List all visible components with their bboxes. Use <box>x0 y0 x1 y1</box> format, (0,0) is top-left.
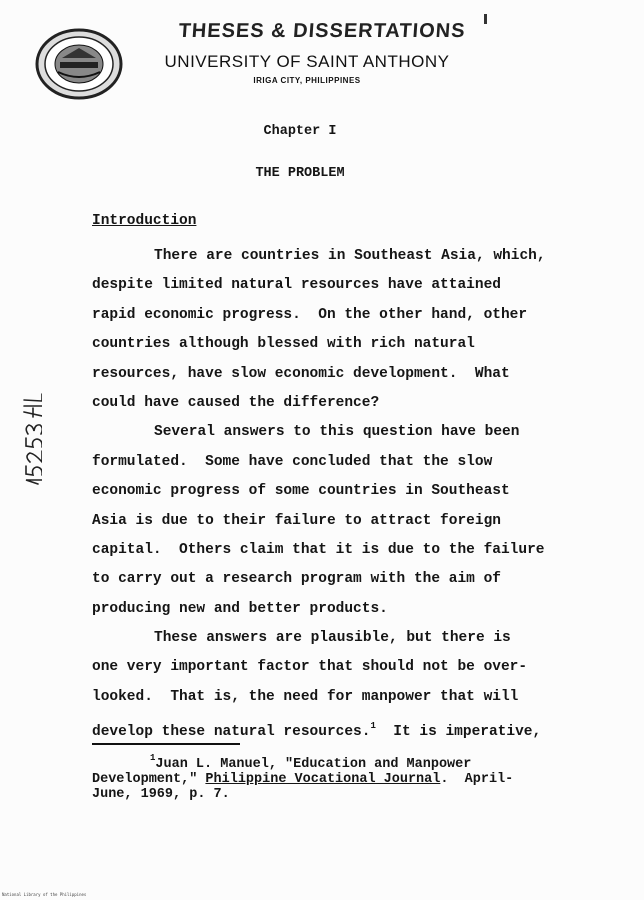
footnote-divider <box>92 743 240 745</box>
body-line: to carry out a research program with the aim of <box>92 571 501 588</box>
university-location: IRIGA CITY, PHILIPPINES <box>253 76 361 85</box>
body-line: countries although blessed with rich natural <box>92 336 475 353</box>
chapter-title: THE PROBLEM <box>255 166 345 181</box>
footnote-reference[interactable]: 1 <box>370 721 376 732</box>
body-line: economic progress of some countries in Southeast <box>92 483 510 500</box>
body-line: despite limited natural resources have attained <box>92 277 501 294</box>
footnote-line <box>92 772 612 787</box>
body-line: These answers are plausible, but there is <box>154 630 511 647</box>
section-heading: Introduction <box>92 213 197 229</box>
journal-title: Philippine Vocational Journal <box>205 772 441 787</box>
body-line-last <box>92 712 572 741</box>
chapter-number: Chapter I <box>263 124 337 139</box>
body-line: producing new and better products. <box>92 600 388 617</box>
body-line: There are countries in Southeast Asia, which, <box>154 248 546 264</box>
body-line: resources, have slow economic development. What <box>92 365 510 382</box>
university-name: UNIVERSITY OF SAINT ANTHONY <box>164 52 450 71</box>
library-footer: National Library of the Philippines <box>2 892 87 897</box>
body-line: Asia is due to their failure to attract foreign <box>92 512 501 529</box>
university-seal-icon <box>34 28 124 100</box>
body-text <box>92 242 572 742</box>
footnote-line <box>92 751 612 772</box>
body-line: formulated. Some have concluded that the slow <box>92 453 493 470</box>
footnote-marker: 1 <box>150 753 156 763</box>
last-line-text: develop these natural resources. <box>92 724 371 741</box>
theses-stamp: THESES & DISSERTATIONS <box>177 20 467 42</box>
footnote-line2-a: Development," <box>92 772 206 787</box>
stamp-mark <box>484 14 487 24</box>
footnote-line1: Juan L. Manuel, "Education and Manpower <box>155 757 472 772</box>
footnote-line: June, 1969, p. 7. <box>92 787 230 802</box>
handwritten-margin-note <box>2 368 42 488</box>
footnote-line2-b: . April- <box>440 772 514 787</box>
body-line: rapid economic progress. On the other hand, other <box>92 306 528 323</box>
footnote <box>92 751 612 802</box>
body-line: could have caused the difference? <box>92 394 380 411</box>
body-line: capital. Others claim that it is due to the failure <box>92 541 545 558</box>
last-line-tail: It is imperative, <box>375 724 542 741</box>
body-line: one very important factor that should not be over- <box>92 659 528 676</box>
body-line: looked. That is, the need for manpower that will <box>92 688 519 705</box>
body-line: Several answers to this question have been <box>154 424 520 441</box>
